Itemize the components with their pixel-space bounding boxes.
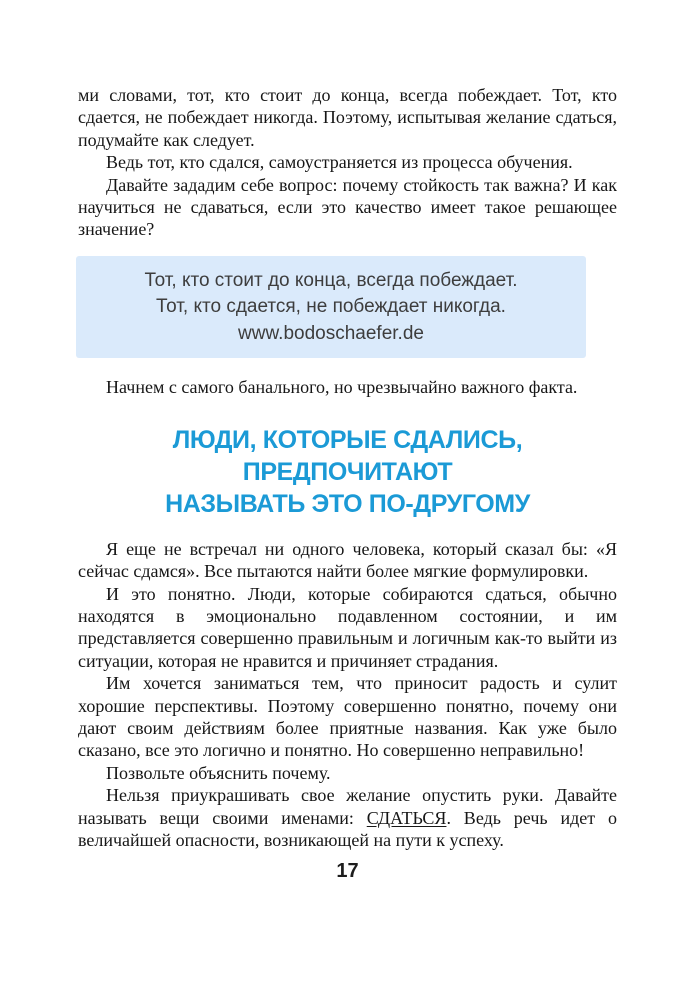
paragraph: Им хочется заниматься тем, что приносит радость и сулит хорошие перспективы. Поэтому совершенно понятно, почему они дают своим действиям более приятные названия. Как уже было сказано, все это логично и понятно. Но совершенно неправильно! <box>78 673 617 761</box>
paragraph: Ведь тот, кто сдался, самоустраняется из процесса обучения. <box>106 152 573 173</box>
paragraph: Давайте зададим себе вопрос: почему стойкость так важна? И как научиться не сдаваться, если это качество имеет такое решающее значение? <box>78 174 617 240</box>
heading-line-1: ЛЮДИ, КОТОРЫЕ СДАЛИСЬ, ПРЕДПОЧИТАЮТ <box>172 425 523 486</box>
quote-callout-box <box>76 256 586 359</box>
quote-line-2: Тот, кто сдается, не побеждает никогда. <box>156 296 506 318</box>
paragraph: Начнем с самого банального, но чрезвычайно важного факта. <box>106 377 578 398</box>
website-text: www.bodoschaefer.de <box>238 322 424 344</box>
closing-text-after: . Ведь речь идет о величайшей опасности, возникающей на пути к успеху. <box>78 807 617 851</box>
emphasized-word: СДАТЬСЯ <box>366 807 447 828</box>
paragraph: Я еще не встречал ни одного человека, который сказал бы: «Я сейчас сдамся». Все пытаются найти более мягкие формулировки. <box>78 538 617 582</box>
paragraph: Позвольте объяснить почему. <box>106 762 331 783</box>
section-heading <box>78 424 617 520</box>
page-content <box>78 84 617 883</box>
heading-line-2: НАЗЫВАТЬ ЭТО ПО-ДРУГОМУ <box>165 489 530 518</box>
closing-text-before: Нельзя приукрашивать свое желание опустить руки. Давайте называть вещи своими именами: <box>78 785 617 828</box>
top-text-block <box>78 84 617 241</box>
paragraph-continuation: ми словами, тот, кто стоит до конца, всегда побеждает. Тот, кто сдается, не побеждает никогда. Поэтому, испытывая желание сдаться, подумайте как следует. <box>78 85 617 150</box>
paragraph: И это понятно. Люди, которые собираются сдаться, обычно находятся в эмоционально подавленном состоянии, и им представляется совершенно правильным и логичным как-то выйти из ситуации, которая не нравится и причиняет страдания. <box>78 583 617 671</box>
quote-line-1: Тот, кто стоит до конца, всегда побеждает. <box>144 269 518 291</box>
section-text-block <box>78 538 617 852</box>
paragraph-with-emphasis <box>78 784 617 851</box>
intro-text-block <box>78 376 617 398</box>
page-number: 17 <box>336 860 359 883</box>
